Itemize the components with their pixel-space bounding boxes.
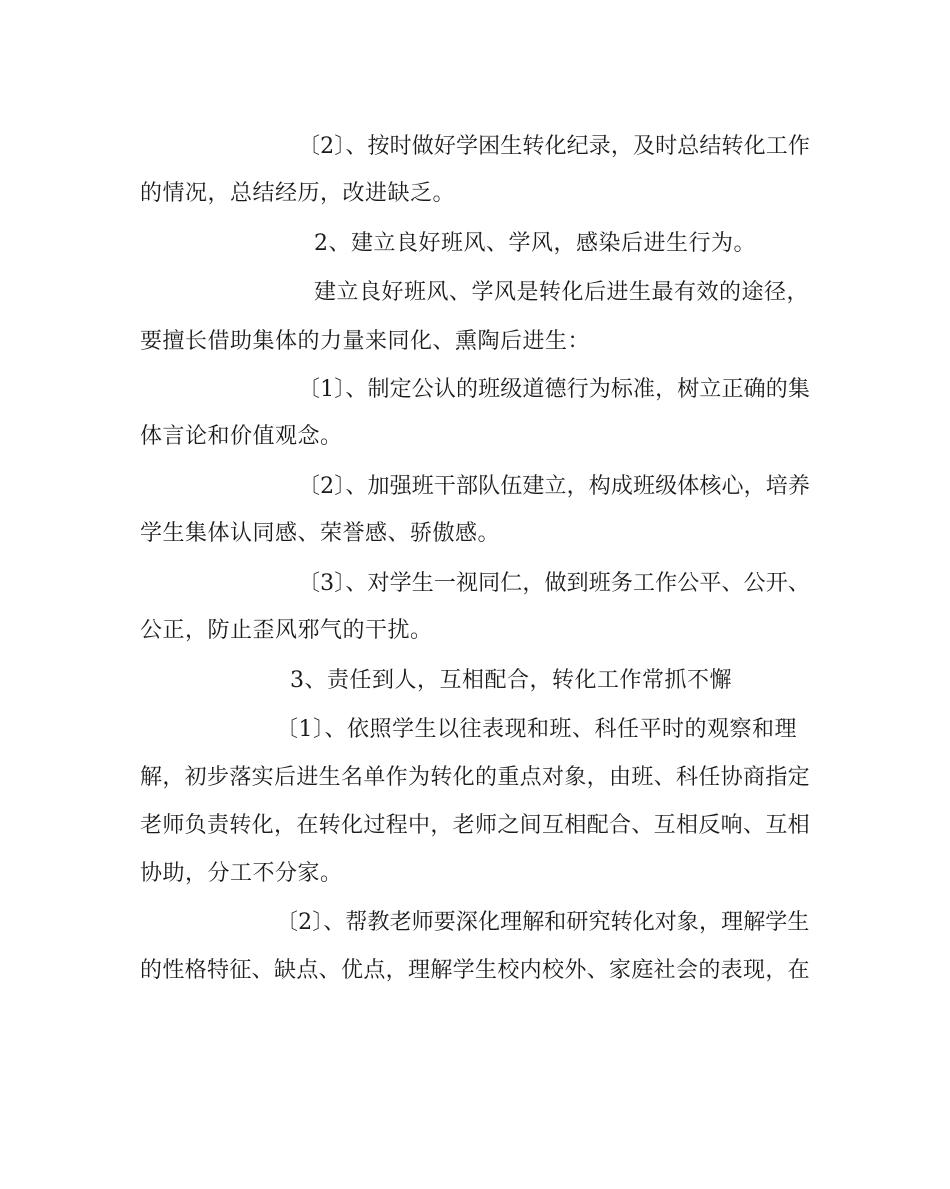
text-line: 〔1〕、制定公认的班级道德行为标准，树立正确的集 — [298, 377, 810, 402]
text-line: 的性格特征、缺点、优点，理解学生校内校外、家庭社会的表现，在 — [140, 958, 811, 983]
text-line: 体言论和价值观念。 — [140, 424, 343, 449]
text-line: 建立良好班风、学风是转化后进生最有效的途径， — [314, 280, 810, 305]
text-line: 要擅长借助集体的力量来同化、熏陶后进生： — [140, 329, 591, 354]
text-line: 协助，分工不分家。 — [140, 861, 343, 886]
text-line: 〔1〕、依照学生以往表现和班、科任平时的观察和理 — [276, 717, 797, 742]
text-line: 〔2〕、按时做好学困生转化纪录，及时总结转化工作 — [298, 134, 810, 159]
section-heading: 2、建立良好班风、学风，感染后进生行为。 — [314, 231, 756, 256]
section-heading: 3、责任到人，互相配合，转化工作常抓不懈 — [290, 668, 732, 693]
text-line: 〔2〕、帮教老师要深化理解和研究转化对象，理解学生 — [276, 910, 810, 935]
text-line: 老师负责转化，在转化过程中，老师之间互相配合、互相反响、互相 — [140, 813, 811, 838]
text-line: 〔2〕、加强班干部队伍建立，构成班级体核心，培养 — [298, 474, 810, 499]
text-line: 公正，防止歪风邪气的干扰。 — [140, 618, 433, 643]
text-line: 的情况，总结经历，改进缺乏。 — [140, 181, 456, 206]
text-line: 〔3〕、对学生一视同仁，做到班务工作公平、公开、 — [298, 571, 810, 596]
text-line: 解，初步落实后进生名单作为转化的重点对象，由班、科任协商指定 — [140, 765, 811, 790]
text-line: 学生集体认同感、荣誉感、骄傲感。 — [140, 521, 501, 546]
